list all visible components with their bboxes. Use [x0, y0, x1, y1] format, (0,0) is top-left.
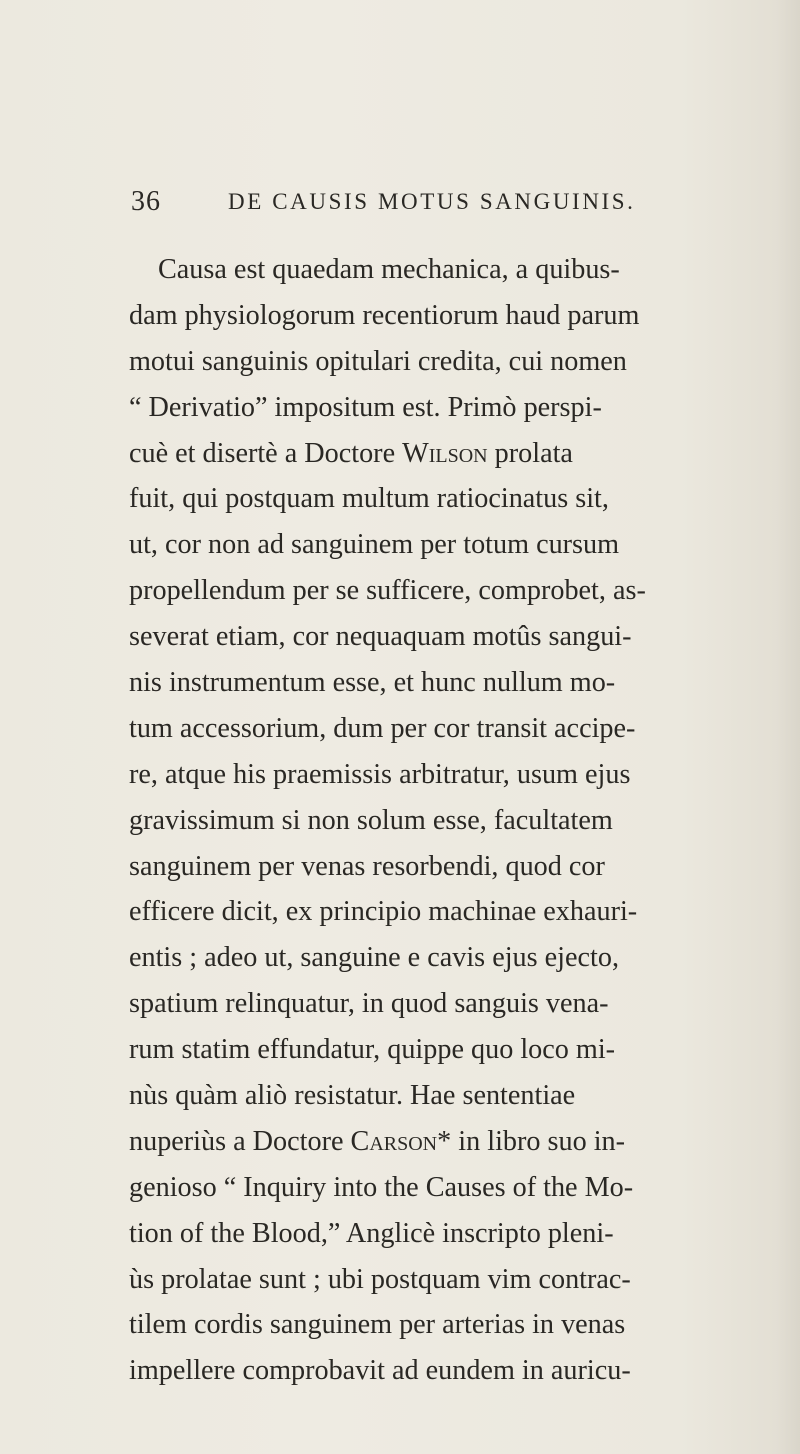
- text-line: nùs quàm aliò resistatur. Hae sententiae: [129, 1080, 576, 1112]
- text-line: fuit, qui postquam multum ratiocinatus sit,: [129, 483, 609, 515]
- text-line: impellere comprobavit ad eundem in auricu-: [129, 1355, 631, 1387]
- text-line: entis ; adeo ut, sanguine e cavis ejus ejecto,: [129, 942, 619, 974]
- text-line: ùs prolatae sunt ; ubi postquam vim contrac-: [129, 1263, 631, 1295]
- text-line: motui sanguinis opitulari credita, cui nomen: [129, 345, 627, 377]
- text-line: gravissimum si non solum esse, facultatem: [129, 804, 613, 836]
- text-line: rum statim effundatur, quippe quo loco mi-: [129, 1034, 616, 1066]
- page-header: [0, 186, 800, 226]
- text-line: cuè et disertè a Doctore Wilson prolata: [129, 437, 573, 469]
- text-line: tum accessorium, dum per cor transit accipe-: [129, 712, 636, 744]
- text-line: “ Derivatio” impositum est. Primò perspi-: [129, 391, 602, 423]
- running-head: DE CAUSIS MOTUS SANGUINIS.: [228, 189, 636, 214]
- text-line: sanguinem per venas resorbendi, quod cor: [129, 850, 605, 882]
- text-line: spatium relinquatur, in quod sanguis vena-: [129, 988, 609, 1020]
- text-line: dam physiologorum recentiorum haud parum: [129, 299, 640, 331]
- body-text: [129, 247, 790, 1394]
- text-line: propellendum per se sufficere, comprobet, as-: [129, 575, 646, 607]
- text-line: re, atque his praemissis arbitratur, usum ejus: [129, 758, 631, 790]
- text-line: nis instrumentum esse, et hunc nullum mo-: [129, 667, 616, 699]
- text-line: tion of the Blood,” Anglicè inscripto pleni-: [129, 1217, 614, 1249]
- text-line: genioso “ Inquiry into the Causes of the Mo-: [129, 1171, 634, 1203]
- text-line: nuperiùs a Doctore Carson* in libro suo in-: [129, 1125, 626, 1157]
- text-line: Causa est quaedam mechanica, a quibus-: [158, 254, 620, 285]
- page-number: 36: [131, 186, 161, 217]
- text-line: tilem cordis sanguinem per arterias in venas: [129, 1309, 626, 1341]
- text-line: ut, cor non ad sanguinem per totum cursum: [129, 529, 620, 561]
- text-line: efficere dicit, ex principio machinae exhauri-: [129, 896, 638, 928]
- text-line: severat etiam, cor nequaquam motûs sangui-: [129, 621, 632, 653]
